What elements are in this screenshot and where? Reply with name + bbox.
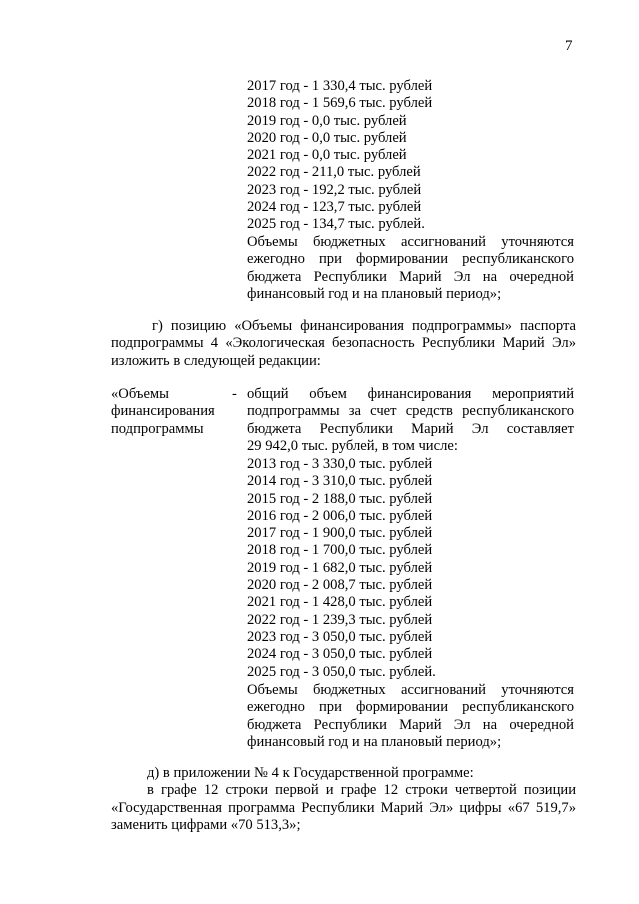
year-line: 2019 год - 0,0 тыс. рублей — [247, 112, 407, 129]
intro-line: подпрограммы за счет средств республиканского — [247, 403, 574, 420]
year-line: 2017 год - 1 900,0 тыс. рублей — [247, 525, 433, 542]
year-list-1 — [247, 78, 432, 234]
note-line: Объемы бюджетных ассигнований уточняются — [247, 682, 574, 698]
year-list-2 — [247, 456, 436, 681]
para-line: заменить цифрами «70 513,3»; — [111, 816, 301, 833]
year-line: 2017 год - 1 330,4 тыс. рублей — [247, 78, 433, 94]
year-line: 2023 год - 192,2 тыс. рублей — [247, 181, 422, 198]
para-line: в графе 12 строки первой и графе 12 строки четвертой позиции — [147, 782, 576, 799]
year-line: 2024 год - 123,7 тыс. рублей — [247, 199, 422, 216]
note-line: финансовый год и на плановый период»; — [247, 733, 502, 750]
year-line: 2022 год - 1 239,3 тыс. рублей — [247, 611, 433, 628]
year-line: 2022 год - 211,0 тыс. рублей — [247, 164, 421, 181]
year-line: 2023 год - 3 050,0 тыс. рублей — [247, 628, 433, 645]
note-line: Объемы бюджетных ассигнований уточняются — [247, 234, 574, 250]
year-line: 2018 год - 1 569,6 тыс. рублей — [247, 95, 433, 112]
label-dash: - — [232, 386, 237, 402]
year-line: 2020 год - 0,0 тыс. рублей — [247, 129, 407, 146]
year-line: 2020 год - 2 008,7 тыс. рублей — [247, 577, 433, 594]
note-line: ежегодно при формировании республиканского — [247, 699, 574, 716]
para-line: г) позицию «Объемы финансирования подпрограммы» паспорта — [152, 318, 576, 334]
year-line: 2013 год - 3 330,0 тыс. рублей — [247, 456, 433, 472]
year-line: 2015 год - 2 188,0 тыс. рублей — [247, 490, 433, 507]
year-line: 2025 год - 134,7 тыс. рублей. — [247, 216, 425, 233]
label-line: финансирования — [111, 403, 215, 420]
paragraph-d — [111, 765, 576, 834]
year-line: 2018 год - 1 700,0 тыс. рублей — [247, 542, 433, 559]
year-line: 2019 год - 1 682,0 тыс. рублей — [247, 559, 433, 576]
year-line: 2014 год - 3 310,0 тыс. рублей — [247, 473, 433, 490]
intro-line: 29 942,0 тыс. рублей, в том числе: — [247, 437, 458, 454]
note-line: бюджета Республики Марий Эл на очередной — [247, 268, 574, 285]
allocation-note-1 — [247, 234, 574, 303]
note-line: бюджета Республики Марий Эл на очередной — [247, 716, 574, 733]
page-number: 7 — [565, 38, 573, 54]
note-line: ежегодно при формировании республиканского — [247, 251, 574, 268]
label-line: «Объемы — [111, 386, 169, 402]
note-line: финансовый год и на плановый период»; — [247, 285, 502, 302]
year-line: 2021 год - 0,0 тыс. рублей — [247, 147, 407, 164]
para-line: изложить в следующей редакции: — [111, 352, 321, 369]
intro-line: бюджета Республики Марий Эл составляет — [247, 420, 574, 437]
year-line: 2025 год - 3 050,0 тыс. рублей. — [247, 663, 436, 680]
funding-intro — [247, 386, 574, 455]
funding-label — [111, 386, 215, 438]
para-line: подпрограммы 4 «Экологическая безопасность Республики Марий Эл» — [111, 335, 576, 352]
paragraph-g — [111, 318, 576, 370]
year-line: 2024 год - 3 050,0 тыс. рублей — [247, 646, 433, 663]
year-line: 2016 год - 2 006,0 тыс. рублей — [247, 507, 433, 524]
para-heading: д) в приложении № 4 к Государственной программе: — [147, 765, 474, 781]
year-line: 2021 год - 1 428,0 тыс. рублей — [247, 594, 433, 611]
allocation-note-2 — [247, 682, 574, 751]
label-line: подпрограммы — [111, 420, 204, 437]
intro-line: общий объем финансирования мероприятий — [247, 386, 574, 402]
para-line: «Государственная программа Республики Марий Эл» цифры «67 519,7» — [111, 799, 576, 816]
